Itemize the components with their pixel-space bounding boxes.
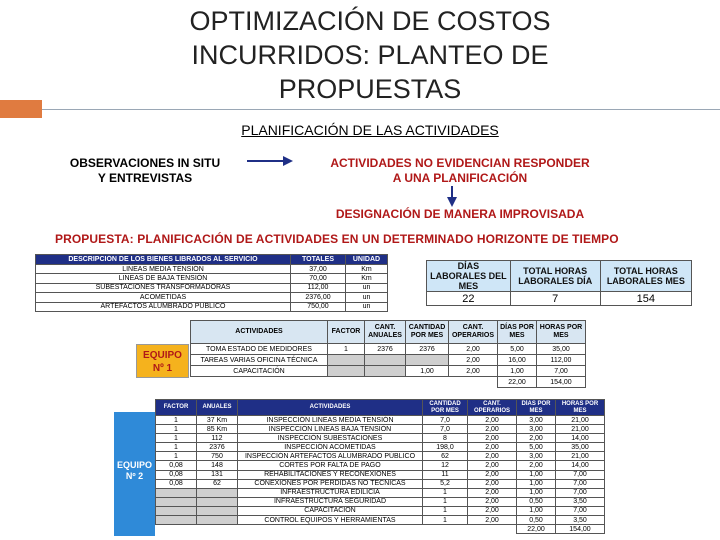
table-cell: un xyxy=(346,302,388,311)
table-cell: 1,00 xyxy=(517,479,556,488)
table-cell: 5,00 xyxy=(517,443,556,452)
table-cell: ACOMETIDAS xyxy=(36,293,291,302)
arrow-down-icon xyxy=(445,186,459,208)
equipo-label-line: EQUIPO xyxy=(116,460,152,470)
table-cell: 2,00 xyxy=(468,443,517,452)
table-header: FACTOR xyxy=(156,400,197,416)
table-header-row xyxy=(156,400,605,416)
table-cell: INSPECCIÓN LINEAS BAJA TENSIÓN xyxy=(238,425,423,434)
table-cell: 0,50 xyxy=(517,497,556,506)
table-cell: 131 xyxy=(197,470,238,479)
table-cell: 3,50 xyxy=(556,516,605,525)
table-total-row xyxy=(156,525,605,534)
obs-line: Y ENTREVISTAS xyxy=(97,171,193,185)
table-cell: INSPECCIÓN LINEAS MEDIA TENSIÓN xyxy=(238,416,423,425)
table-cell: 7 xyxy=(510,292,600,306)
table-cell: 2,00 xyxy=(468,479,517,488)
table-cell: 1 xyxy=(156,425,197,434)
table-row xyxy=(36,274,388,283)
table-cell: 21,00 xyxy=(556,425,605,434)
table-cell: 2376 xyxy=(197,443,238,452)
table-cell: 35,00 xyxy=(537,344,586,355)
title-line: PROPUESTAS xyxy=(278,74,462,104)
equipo-2-label xyxy=(114,412,155,536)
table-cell: 22,00 xyxy=(498,377,537,388)
equipo-1-label xyxy=(136,344,189,378)
slide-title xyxy=(130,4,610,106)
table-cell: 37,00 xyxy=(291,265,346,274)
table-cell: 154,00 xyxy=(537,377,586,388)
table-cell: 198,0 xyxy=(423,443,468,452)
table-cell: INSPECCIÓN SUBESTACIONES xyxy=(238,434,423,443)
table-cell: 2,00 xyxy=(468,470,517,479)
table-header: HORAS POR MES xyxy=(556,400,605,416)
table-cell: 1 xyxy=(423,497,468,506)
table-cell: 1 xyxy=(423,488,468,497)
table-row xyxy=(36,293,388,302)
table-header: TOTAL HORAS LABORALES MES xyxy=(600,261,691,292)
table-cell: CONEXIONES POR PÉRDIDAS NO TÉCNICAS xyxy=(238,479,423,488)
table-cell: Km xyxy=(346,274,388,283)
table-cell: 0,08 xyxy=(156,461,197,470)
table-cell: 2376 xyxy=(365,344,406,355)
table-cell: 5,2 xyxy=(423,479,468,488)
table-cell: 1 xyxy=(156,416,197,425)
equipo-label-line: EQUIPO xyxy=(143,350,182,361)
table-cell: 0,08 xyxy=(156,479,197,488)
table-header-row xyxy=(36,255,388,265)
table-row xyxy=(156,516,605,525)
table-cell: 112,00 xyxy=(537,355,586,366)
table-cell: 0,50 xyxy=(517,516,556,525)
table-header: TOTAL HORAS LABORALES DÍA xyxy=(510,261,600,292)
table-row xyxy=(36,265,388,274)
table-row xyxy=(156,452,605,461)
table-row xyxy=(156,470,605,479)
table-cell: 750 xyxy=(197,452,238,461)
table-cell: 3,50 xyxy=(556,497,605,506)
table-row xyxy=(156,416,605,425)
equipo-2-table xyxy=(155,399,605,534)
table-cell: INFRAESTRUCTURA SEGURIDAD xyxy=(238,497,423,506)
table-row xyxy=(156,488,605,497)
table-cell: LINEAS DE BAJA TENSIÓN xyxy=(36,274,291,283)
table-cell xyxy=(197,488,238,497)
table-cell: 148 xyxy=(197,461,238,470)
table-row xyxy=(156,443,605,452)
table-header: CANTIDAD POR MES xyxy=(406,321,449,344)
propuesta-text: PROPUESTA: PLANIFICACIÓN DE ACTIVIDADES EN UN DETERMINADO HORIZONTE DE TIEMPO xyxy=(55,232,619,246)
table-header: DÍAS LABORALES DEL MES xyxy=(427,261,511,292)
table-cell: 7,0 xyxy=(423,425,468,434)
table-cell: CORTES POR FALTA DE PAGO xyxy=(238,461,423,470)
equipo-2-body xyxy=(156,416,605,534)
table-cell: 154 xyxy=(600,292,691,306)
table-cell: 1 xyxy=(156,434,197,443)
table-cell xyxy=(197,497,238,506)
table-cell xyxy=(328,366,365,377)
table-cell: 2,00 xyxy=(468,452,517,461)
table-cell: 7,00 xyxy=(556,470,605,479)
table-cell: CAPACITACIÓN xyxy=(191,366,328,377)
table-cell: 2,00 xyxy=(449,344,498,355)
equipo-1-table xyxy=(190,320,586,388)
table-cell: 5,00 xyxy=(498,344,537,355)
table-cell: 7,00 xyxy=(556,506,605,515)
table-header-row xyxy=(427,261,692,292)
table-cell: 1,00 xyxy=(517,506,556,515)
table-header: DÍAS POR MES xyxy=(517,400,556,416)
table-cell: 37 Km xyxy=(197,416,238,425)
table-cell: 2,00 xyxy=(468,434,517,443)
table-cell: LINEAS MEDIA TENSIÓN xyxy=(36,265,291,274)
table-cell: 21,00 xyxy=(556,416,605,425)
table-cell xyxy=(156,497,197,506)
table-cell: 22 xyxy=(427,292,511,306)
table-cell: 62 xyxy=(197,479,238,488)
table-cell: 2,00 xyxy=(468,497,517,506)
table-cell: 0,08 xyxy=(156,470,197,479)
bienes-table xyxy=(35,254,388,312)
table-cell: 750,00 xyxy=(291,302,346,311)
table-header: TOTALES xyxy=(291,255,346,265)
table-total-row xyxy=(191,377,586,388)
table-row xyxy=(156,461,605,470)
table-header: CANTIDAD POR MES xyxy=(423,400,468,416)
table-cell: INSPECCIÓN ARTEFACTOS ALUMBRADO PÚBLICO xyxy=(238,452,423,461)
divider-line xyxy=(42,109,720,110)
table-cell: 2,00 xyxy=(468,461,517,470)
table-cell xyxy=(197,516,238,525)
observaciones-text xyxy=(50,156,240,186)
table-cell: 2,00 xyxy=(517,434,556,443)
table-cell: 2,00 xyxy=(449,355,498,366)
title-line: OPTIMIZACIÓN DE COSTOS xyxy=(189,6,551,36)
table-cell: 1 xyxy=(423,506,468,515)
table-cell xyxy=(365,355,406,366)
table-cell: 12 xyxy=(423,461,468,470)
table-row xyxy=(156,479,605,488)
section-subtitle: PLANIFICACIÓN DE LAS ACTIVIDADES xyxy=(241,122,499,138)
table-cell: un xyxy=(346,293,388,302)
accent-bar xyxy=(0,100,42,118)
table-cell: 16,00 xyxy=(498,355,537,366)
table-cell: 2376 xyxy=(406,344,449,355)
dias-laborales-table xyxy=(426,260,692,306)
table-cell: 1,00 xyxy=(498,366,537,377)
arrow-right-icon xyxy=(245,155,295,167)
table-cell: 1,00 xyxy=(406,366,449,377)
table-cell: 2,00 xyxy=(468,416,517,425)
table-header: ANUALES xyxy=(197,400,238,416)
table-cell: 2376,00 xyxy=(291,293,346,302)
table-cell: 11 xyxy=(423,470,468,479)
table-cell: 3,00 xyxy=(517,416,556,425)
table-header: HORAS POR MES xyxy=(537,321,586,344)
table-cell: REHABILITACIONES Y RECONEXIONES xyxy=(238,470,423,479)
table-cell: 2,00 xyxy=(468,488,517,497)
table-cell: 1 xyxy=(156,443,197,452)
table-header-row xyxy=(191,321,586,344)
table-cell: SUBESTACIONES TRANSFORMADORAS xyxy=(36,283,291,292)
table-cell: Km xyxy=(346,265,388,274)
table-cell: 2,00 xyxy=(468,506,517,515)
table-cell: INFRAESTRUCTURA EDILICIA xyxy=(238,488,423,497)
table-cell xyxy=(156,506,197,515)
table-cell: 35,00 xyxy=(556,443,605,452)
table-cell: ARTEFACTOS ALUMBRADO PÚBLICO xyxy=(36,302,291,311)
table-cell: 7,00 xyxy=(556,488,605,497)
table-cell: 7,00 xyxy=(537,366,586,377)
table-cell: 2,00 xyxy=(449,366,498,377)
table-cell: 14,00 xyxy=(556,461,605,470)
table-cell: 7,0 xyxy=(423,416,468,425)
table-header: CANT. OPERARIOS xyxy=(468,400,517,416)
table-cell: 14,00 xyxy=(556,434,605,443)
table-row xyxy=(36,302,388,311)
table-cell: 2,00 xyxy=(468,425,517,434)
table-header: UNIDAD xyxy=(346,255,388,265)
table-cell: 112 xyxy=(197,434,238,443)
table-cell: CONTROL EQUIPOS Y HERRAMIENTAS xyxy=(238,516,423,525)
table-row xyxy=(36,283,388,292)
table-cell xyxy=(156,488,197,497)
table-header: DÍAS POR MES xyxy=(498,321,537,344)
actividades-text xyxy=(300,156,620,186)
obs-line: OBSERVACIONES IN SITU xyxy=(69,156,221,170)
table-cell: 70,00 xyxy=(291,274,346,283)
table-cell: 85 Km xyxy=(197,425,238,434)
table-cell: 2,00 xyxy=(517,461,556,470)
table-header: ACTIVIDADES xyxy=(191,321,328,344)
table-cell: 1 xyxy=(328,344,365,355)
act-line: A UNA PLANIFICACIÓN xyxy=(392,171,528,185)
act-line: ACTIVIDADES NO EVIDENCIAN RESPONDER xyxy=(330,156,590,170)
table-cell: 1 xyxy=(156,452,197,461)
table-header: CANT. ANUALES xyxy=(365,321,406,344)
table-cell: 112,00 xyxy=(291,283,346,292)
table-cell: 3,00 xyxy=(517,425,556,434)
equipo-label-line: Nº 1 xyxy=(152,363,173,374)
table-header: DESCRIPCIÓN DE LOS BIENES LIBRADOS AL SERVICIO xyxy=(36,255,291,265)
table-cell: 2,00 xyxy=(468,516,517,525)
table-row xyxy=(191,366,586,377)
table-cell xyxy=(156,516,197,525)
table-row xyxy=(156,506,605,515)
table-header: ACTIVIDADES xyxy=(238,400,423,416)
table-cell: INSPECCIÓN ACOMETIDAS xyxy=(238,443,423,452)
table-cell: 1,00 xyxy=(517,470,556,479)
designacion-text: DESIGNACIÓN DE MANERA IMPROVISADA xyxy=(335,207,585,221)
table-header: CANT. OPERARIOS xyxy=(449,321,498,344)
table-cell xyxy=(197,506,238,515)
table-cell: 7,00 xyxy=(556,479,605,488)
table-row xyxy=(156,434,605,443)
table-cell: 22,00 xyxy=(517,525,556,534)
title-line: INCURRIDOS: PLANTEO DE xyxy=(191,40,549,70)
table-row xyxy=(427,292,692,306)
table-cell: 1,00 xyxy=(517,488,556,497)
table-cell xyxy=(365,366,406,377)
table-header: FACTOR xyxy=(328,321,365,344)
table-cell: 3,00 xyxy=(517,452,556,461)
table-cell: 1 xyxy=(423,516,468,525)
table-row xyxy=(191,344,586,355)
table-cell: un xyxy=(346,283,388,292)
table-row xyxy=(156,425,605,434)
table-row xyxy=(191,355,586,366)
table-cell xyxy=(328,355,365,366)
equipo-label-line: Nº 2 xyxy=(125,471,144,481)
table-cell: 62 xyxy=(423,452,468,461)
table-cell: 154,00 xyxy=(556,525,605,534)
table-row xyxy=(156,497,605,506)
table-cell: 21,00 xyxy=(556,452,605,461)
table-cell: 8 xyxy=(423,434,468,443)
table-cell: TOMA ESTADO DE MEDIDORES xyxy=(191,344,328,355)
table-cell: TAREAS VARIAS OFICINA TÉCNICA xyxy=(191,355,328,366)
table-cell: CAPACITACIÓN xyxy=(238,506,423,515)
table-cell xyxy=(406,355,449,366)
